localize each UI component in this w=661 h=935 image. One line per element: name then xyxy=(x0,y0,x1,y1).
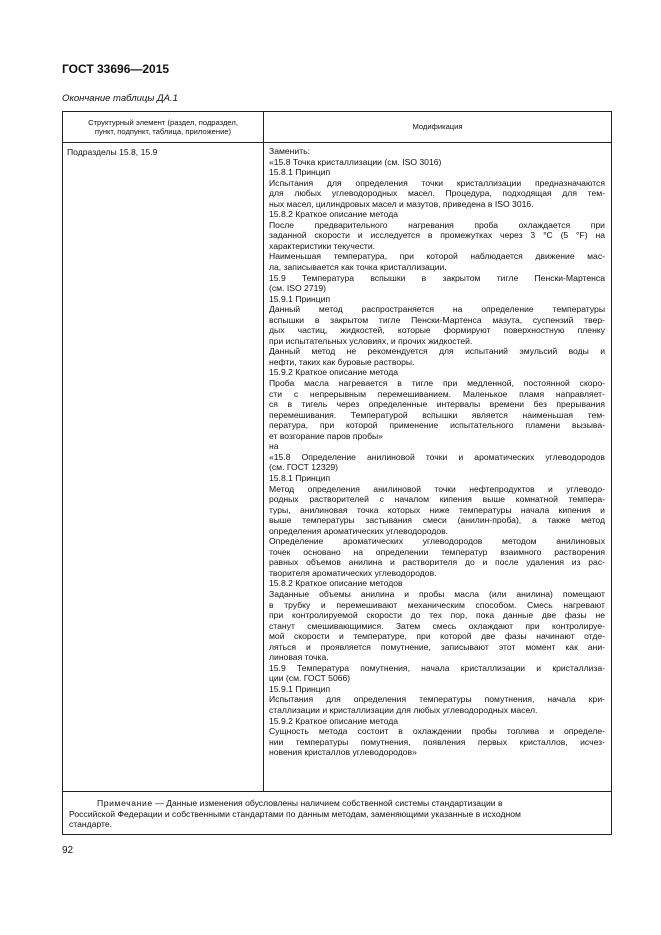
modification-text-line: равных объемов анилина и растворителя до и после удаления из рас- xyxy=(269,557,605,568)
modification-text-line: перемешивания. Температурой вспышки является наименьшая тем- xyxy=(269,409,605,420)
modification-text-line: После предварительного нагревания проба охлаждается при xyxy=(269,219,605,230)
modification-text-line: характеристики текучести. xyxy=(269,240,376,251)
modification-text-line: при испытательных условиях, и прочих жидкостей. xyxy=(269,335,473,346)
modification-text-line: «15.8 Точка кристаллизации (см. ISO 3016) xyxy=(269,156,442,167)
modification-text-line: родных растворителей с началом кипения выше комнатной темпера- xyxy=(269,494,605,505)
modification-text-line: 15.8.1 Принцип xyxy=(269,167,331,178)
table-caption: Окончание таблицы ДА.1 xyxy=(62,93,178,104)
modification-text-line: ляться и проявляется помутнение, записывают этот момент как ани- xyxy=(269,641,605,652)
table-row xyxy=(63,143,612,792)
modification-text-line: заданной скорости и исследуется в промежутках через 3 °С (5 °F) на xyxy=(269,230,605,241)
modification-text-line: выше температуры застывания смеси (анилин-проба), а также метод xyxy=(269,515,605,526)
document-code: ГОСТ 33696—2015 xyxy=(62,62,170,76)
modification-text-line: Определение ароматических углеводородов методом анилиновых xyxy=(269,536,605,547)
modification-text-line: (см. ГОСТ 12329) xyxy=(269,462,339,473)
page-number: 92 xyxy=(62,845,74,856)
table-header-row xyxy=(63,112,612,143)
table-note xyxy=(63,792,612,835)
note-text-line: — Данные изменения обусловлены наличием собственной системы стандартизации в xyxy=(155,798,503,808)
modification-text-line: точек основано на определении температур взаимного растворения xyxy=(269,546,605,557)
modification-text-line: Заданные объемы анилина и пробы масла (или анилина) помещают xyxy=(269,588,605,599)
modification-text-line: 15.8.1 Принцип xyxy=(269,472,331,483)
modification-text-line: Проба масла нагревается в тигле при медленной, постоянной скоро- xyxy=(269,378,605,389)
modification-text-line: мой скорости и температуре, при которой две фазы начинают отде- xyxy=(269,631,605,642)
modification-text-line: 15.9.1 Принцип xyxy=(269,293,331,304)
modification-text-line: вспышки в закрытом тигле Пенски-Мартенса мазута, суспензий твер- xyxy=(269,314,605,325)
modification-text-line: ных масел, цилиндровых масел и мазутов, приведена в ISO 3016. xyxy=(269,198,534,209)
modification-text-line: нии температуры помутнения, появления первых кристаллов, исчез- xyxy=(269,736,605,747)
modification-text-line: ции (см. ГОСТ 5066) xyxy=(269,673,351,684)
modification-text-line: на xyxy=(269,441,279,452)
modification-table xyxy=(62,111,612,835)
modification-text-line: Наименьшая температура, при которой наблюдается движение мас- xyxy=(269,251,605,262)
modification-text-line: Данный метод не рекомендуется для испытаний эмульсий воды и xyxy=(269,346,605,357)
modification-text-line: 15.9.2 Краткое описание метода xyxy=(269,715,399,726)
modification-text-line: Сущность метода состоит в охлаждении пробы топлива и определе- xyxy=(269,726,605,737)
modification-text-line: 15.8.2 Краткое описание методов xyxy=(269,578,403,589)
modification-text-line: 15.8.2 Краткое описание метода xyxy=(269,209,399,220)
modification-text-line: творителя ароматических углеводородов. xyxy=(269,567,437,578)
modification-text-line: ет возгорание паров пробы» xyxy=(269,430,383,441)
modification-text-line: 15.9.1 Принцип xyxy=(269,683,331,694)
note-text-line: Российской Федерации и собственными стандартами по данным методам, заменяющими указанные в исходном xyxy=(69,808,521,819)
note-label: Примечание xyxy=(97,798,153,808)
modification-text-line: станут смешивающимися. Затем смесь охлаждают при контролируе- xyxy=(269,620,605,631)
modification-text-line: ся в тигель через определенные интервалы времени без прерывания xyxy=(269,399,605,410)
modification-text-line: в трубку и перемешивают механическим способом. Смесь нагревают xyxy=(269,599,605,610)
modification-cell xyxy=(264,143,612,792)
modification-text-line: Данный метод распространяется на определение температуры xyxy=(269,304,605,315)
modification-text-line: Метод определения анилиновой точки нефтепродуктов и углеводо- xyxy=(269,483,605,494)
modification-text-line: сти с непрерывным перемешиванием. Маленькое пламя направляет- xyxy=(269,388,605,399)
modification-text-line: ла, записывается как точка кристаллизации. xyxy=(269,262,447,273)
modification-text-line: нефти, таких как буровые растворы. xyxy=(269,356,415,367)
note-text-line: стандарте. xyxy=(69,819,113,830)
column-header-modification: Модификация xyxy=(264,112,612,143)
modification-text-line: Заменить: xyxy=(269,146,311,156)
modification-text-line: пература, при которой применение испытательного пламени вызыва- xyxy=(269,420,605,431)
modification-text-line: дых частиц, жидкостей, которые формируют поверхностную пленку xyxy=(269,325,605,336)
modification-text-line: Испытания для определения температуры помутнения, начала кри- xyxy=(269,694,605,705)
modification-text-line: при контролируемой скорости до тех пор, пока данные две фазы не xyxy=(269,610,605,621)
modification-text-line: новения кристаллов углеводородов» xyxy=(269,747,417,758)
column-header-element: Структурный элемент (раздел, подраздел, пункт, подпункт, таблица, приложение) xyxy=(63,112,264,143)
modification-text-line: линовая точка. xyxy=(269,652,329,663)
modification-text-line: 15.9.2 Краткое описание метода xyxy=(269,367,399,378)
modification-text-line: Испытания для определения точки кристаллизации предназначаются xyxy=(269,177,605,188)
modification-text-line: сталлизации и кристаллизации для любых углеводородных масел. xyxy=(269,704,538,715)
structural-element-cell: Подразделы 15.8, 15.9 xyxy=(63,143,264,792)
modification-text-line: туры, анилиновая точка которых ниже температуры начала кипения и xyxy=(269,504,605,515)
modification-text-line: 15.9 Температура вспышки в закрытом тигле Пенски-Мартенса xyxy=(269,272,605,283)
modification-text-line: (см. ISO 2719) xyxy=(269,283,327,294)
note-row xyxy=(63,792,612,835)
modification-text-line: для любых углеводородных масел. Процедура, подходящая для тем- xyxy=(269,188,605,199)
modification-text-line: «15.8 Определение анилиновой точки и ароматических углеводородов xyxy=(269,451,605,462)
modification-text-line: определения ароматических углеводородов. xyxy=(269,525,449,536)
modification-text-line: 15.9 Температура помутнения, начала кристаллизации и кристаллиза- xyxy=(269,662,605,673)
